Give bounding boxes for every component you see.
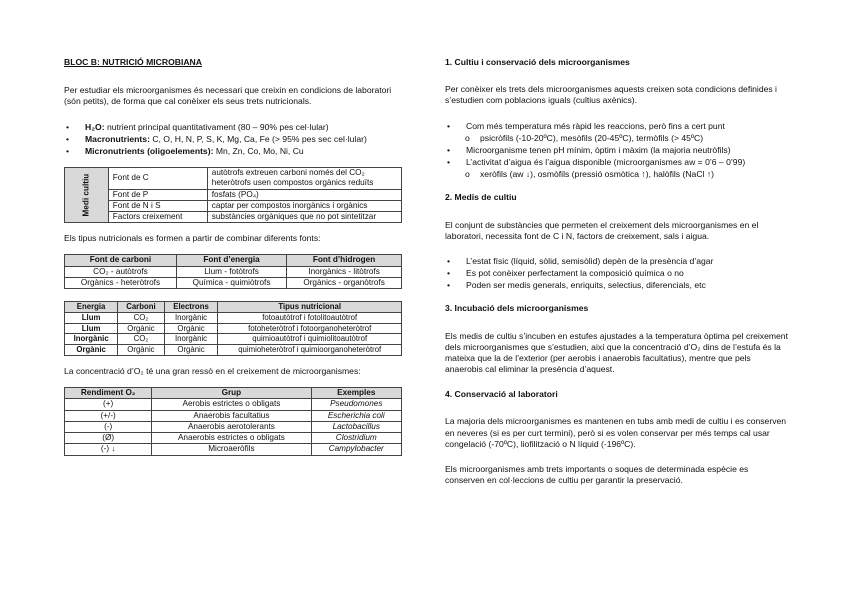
types-intro: Els tipus nutricionals es formen a partir de combinar diferents fonts: — [64, 233, 321, 244]
table-cell: Campylobacter — [311, 444, 401, 455]
table-header: Font d’hidrogen — [287, 255, 402, 266]
table-cell: Font de N i S — [108, 200, 207, 211]
table-cell: Aerobis estrictes o obligats — [152, 399, 311, 410]
table-cell: CO₂ — [118, 312, 164, 323]
left-column — [64, 57, 409, 456]
table-cell: Lactobacillus — [311, 421, 401, 432]
table-cell: fosfats (PO₄) — [207, 189, 401, 200]
section-1-list — [445, 121, 790, 181]
table-cell: Anaerobis aerotolerants — [152, 421, 311, 432]
right-column — [445, 57, 790, 500]
table-cell: Font de P — [108, 189, 207, 200]
page-title: BLOC B: NUTRICIÓ MICROBIANA — [64, 57, 202, 67]
nutrient-item: • H₂O: nutrient principal quantitativament (80 – 90% pes cel·lular) — [79, 122, 409, 133]
table-cell: Anaerobis estrictes o obligats — [152, 433, 311, 444]
table-header: Tipus nutricional — [218, 302, 402, 313]
nutrients-list — [64, 122, 409, 158]
section-3-text: Els medis de cultiu s’incuben en estufes ajustades a la temperatura òptima pel creixement dels microorganismes que s’estudien, així que la concentració d’O₂ dins de l’estufa és la mateixa que la de l’exterior (per aerobis i anaerobis facultatius), mentre que pels anaerobis cal eliminar la presència d’aquest. — [445, 330, 788, 375]
table-header: Electrons — [164, 302, 218, 313]
list-subitem: o psicròfils (-10-20ºC), mesòfils (20-45ºC), termòfils (> 45ºC) — [460, 133, 790, 144]
nutritional-types-table — [64, 301, 402, 356]
table-cell: fotoheteròtrof i fotoorganoheteròtrof — [218, 323, 402, 334]
oxygen-table — [64, 387, 402, 456]
nutrient-item: • Micronutrients (oligoelements): Mn, Zn, Co, Mo, Ni, Cu — [79, 146, 409, 157]
o2-intro: La concentració d’O₂ té una gran ressò en el creixement de microorganismes: — [64, 365, 361, 376]
table-header: Font d’energia — [176, 255, 286, 266]
medi-cultiu-table — [64, 167, 402, 223]
section-2-intro: El conjunt de substàncies que permeten el creixement dels microorganismes en el laboratori, necessita font de C i N, factors de creixement, sals i aigua. — [445, 219, 759, 241]
table-cell: Llum - fotòtrofs — [176, 266, 286, 277]
table-header: Rendiment O₂ — [65, 388, 152, 399]
table-cell: Orgànic — [164, 345, 218, 356]
table-cell: Anaerobis facultatius — [152, 410, 311, 421]
table-cell: Clostridium — [311, 433, 401, 444]
table-cell: Inorgànic — [65, 334, 118, 345]
section-4-text-1: La majoria dels microorganismes es mantenen en tubs amb medi de cultiu i es conserven en neveres (si es per curt termini), però si es volen conservar per més temps cal usar congelació (-70ºC), liofilització o N líquid (-196ºC). — [445, 416, 787, 449]
list-item: • Microorganisme tenen pH mínim, òptim i màxim (la majoria neutròfils) — [460, 145, 790, 156]
table-cell: CO₂ — [118, 334, 164, 345]
section-4-text-2: Els microorganismes amb trets importants o soques de determinada espècie es conserven en col·leccions de cultiu per garantir la preservació. — [445, 463, 749, 486]
table-cell: Química - quimiòtrofs — [176, 277, 286, 288]
list-item: • Poden ser medis generals, enriquits, selectius, diferencials, etc — [460, 280, 790, 291]
list-item: • Com més temperatura més ràpid les reaccions, però fins a cert punt — [460, 121, 790, 132]
list-subitem: o xeròfils (aw ↓), osmòfils (pressió osmòtica ↑), halòfils (NaCl ↑) — [460, 169, 790, 180]
intro-paragraph: Per estudiar els microorganismes és necessari que creixin en condicions de laboratori (són petits), de forma que cal conèixer els seus trets nutricionals. — [64, 85, 392, 107]
table-header: Grup — [152, 388, 311, 399]
table-cell: Orgànics - heteròtrofs — [65, 277, 177, 288]
list-item: • L’estat físic (líquid, sòlid, semisòlid) depèn de la presència d’agar — [460, 256, 790, 267]
table-header: Exemples — [311, 388, 401, 399]
table-cell: CO₂ - autòtrofs — [65, 266, 177, 277]
medi-cultiu-label: Medi cultiu — [65, 168, 109, 223]
table-cell: Orgànics - organòtrofs — [287, 277, 402, 288]
section-2-list — [445, 256, 790, 292]
table-cell: Font de C — [108, 168, 207, 190]
table-header: Carboni — [118, 302, 164, 313]
section-1-intro: Per conèixer els trets dels microorganismes aquests creixen sota condicions definides i s’estudien com poblacions iguals (cultius axènics). — [445, 84, 777, 106]
section-4-title: 4. Conservació al laboratori — [445, 389, 558, 400]
table-cell: (-) ↓ — [65, 444, 152, 455]
table-cell: (+/-) — [65, 410, 152, 421]
table-cell: (Ø) — [65, 433, 152, 444]
table-cell: quimioheteròtrof i quimioorganoheteròtrof — [218, 345, 402, 356]
sources-table — [64, 254, 402, 289]
section-3-title: 3. Incubació dels microorganismes — [445, 303, 589, 314]
table-cell: Llum — [65, 323, 118, 334]
table-cell: Orgànic — [65, 345, 118, 356]
table-cell: Inorgànics - litòtrofs — [287, 266, 402, 277]
table-header: Energia — [65, 302, 118, 313]
table-cell: quimioautòtrof i quimiolitoautòtrof — [218, 334, 402, 345]
list-item: • L’activitat d’aigua és l’aigua disponible (microorganismes aw = 0’6 – 0’99) — [460, 157, 790, 168]
table-cell: (-) — [65, 421, 152, 432]
section-2-title: 2. Medis de cultiu — [445, 192, 517, 203]
table-cell: autòtrofs extreuen carboni només del CO₂ heteròtrofs usen compostos orgànics reduïts — [207, 168, 401, 190]
section-1-title: 1. Cultiu i conservació dels microorganismes — [445, 57, 630, 67]
table-cell: Factors creixement — [108, 212, 207, 223]
nutrient-item: • Macronutrients: C, O, H, N, P, S, K, Mg, Ca, Fe (> 95% pes sec cel·lular) — [79, 134, 409, 145]
table-cell: Inorgànic — [164, 334, 218, 345]
table-cell: (+) — [65, 399, 152, 410]
table-cell: Llum — [65, 312, 118, 323]
table-cell: substàncies orgàniques que no pot sintetitzar — [207, 212, 401, 223]
list-item: • Es pot conèixer perfectament la composició química o no — [460, 268, 790, 279]
table-cell: Escherichia coli — [311, 410, 401, 421]
table-header: Font de carboni — [65, 255, 177, 266]
table-cell: captar per compostos inorgànics i orgànics — [207, 200, 401, 211]
table-cell: Pseudomones — [311, 399, 401, 410]
table-cell: Inorgànic — [164, 312, 218, 323]
table-cell: Orgànic — [164, 323, 218, 334]
table-cell: Orgànic — [118, 323, 164, 334]
table-cell: Orgànic — [118, 345, 164, 356]
table-cell: fotoautòtrof i fotolitoautòtrof — [218, 312, 402, 323]
table-cell: Microaeròfils — [152, 444, 311, 455]
